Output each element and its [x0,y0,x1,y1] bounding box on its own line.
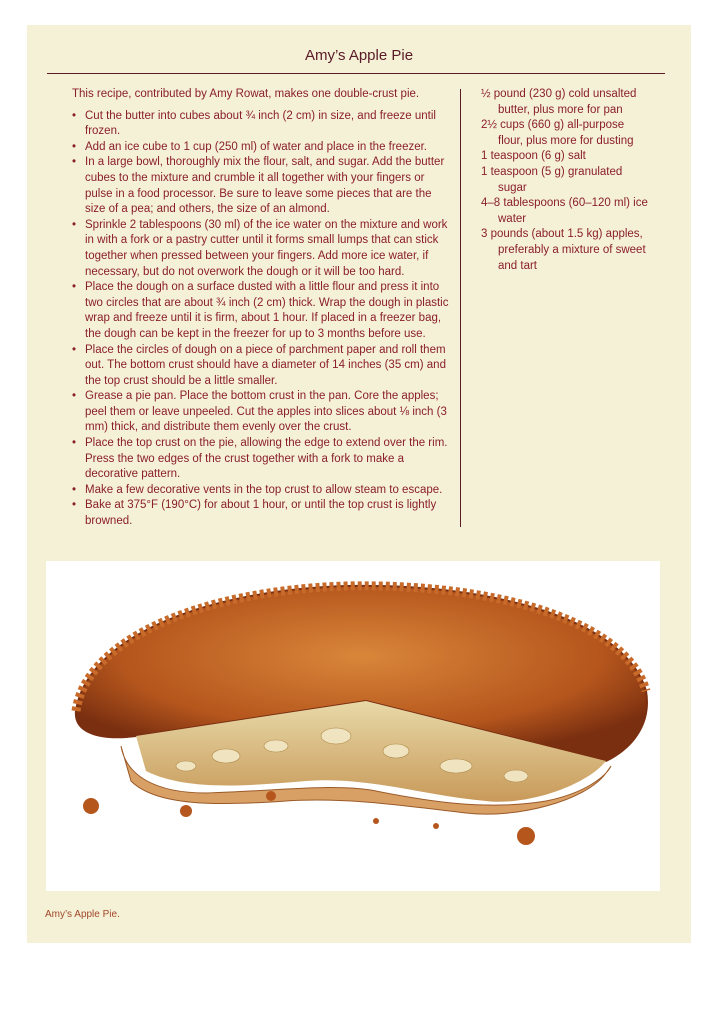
step-item: • Add an ice cube to 1 cup (250 ml) of water and place in the freezer. [72,140,450,156]
photo-caption: Amy’s Apple Pie. [45,909,120,920]
step-item: • Make a few decorative vents in the top crust to allow steam to escape. [72,483,450,499]
title-divider [47,73,665,74]
ingredient-item: 1 teaspoon (6 g) salt [481,150,586,163]
apple-pie-photo [46,561,660,891]
ingredient-item: ½ pound (230 g) cold unsalted butter, plus more for pan [481,88,637,116]
steps-list [72,109,450,530]
ingredient-item: 3 pounds (about 1.5 kg) apples, preferably a mixture of sweet and tart [481,228,646,272]
step-item: • Place the top crust on the pie, allowing the edge to extend over the rim. Press the two edges of the crust together with a fork to make a decorative pattern. [72,436,450,483]
step-item: • Sprinkle 2 tablespoons (30 ml) of the ice water on the mixture and work in with a fork or a pastry cutter until it forms small lumps that can stick together when pressed between your fingers. Add more ice water, if necessary, but do not overwork the dough or it will be too hard. [72,218,450,280]
pie-illustration [46,561,660,891]
page-title: Amy’s Apple Pie [304,47,414,64]
step-item: • Grease a pie pan. Place the bottom crust in the pan. Core the apples; peel them or leave unpeeled. Cut the apples into slices about ⅛ inch (3 mm) thick, and distribute them evenly over the crust. [72,389,450,436]
step-item: • Cut the butter into cubes about ¾ inch (2 cm) in size, and freeze until frozen. [72,109,450,140]
ingredient-item: 2½ cups (660 g) all-purpose flour, plus more for dusting [481,119,634,147]
ingredient-item: 1 teaspoon (5 g) granulated sugar [481,165,623,194]
ingredients-column [481,87,651,274]
step-item: • Bake at 375°F (190°C) for about 1 hour, or until the top crust is lightly browned. [72,498,450,529]
step-item: • Place the circles of dough on a piece of parchment paper and roll them out. The bottom crust should have a diameter of 14 inches (35 cm) and the top crust should be a little smaller. [72,343,450,390]
intro-text: This recipe, contributed by Amy Rowat, makes one double-crust pie. [72,88,420,100]
instructions-column [72,87,450,530]
recipe-panel [27,25,691,943]
column-divider [460,89,461,527]
ingredient-item: 4–8 tablespoons (60–120 ml) ice water [481,197,648,225]
step-item: • In a large bowl, thoroughly mix the flour, salt, and sugar. Add the butter cubes to the mixture and crumble it all together with your fingers or pulse in a food processor. Be sure to leave some pieces that are the size of a pea; and others, the size of an almond. [72,155,450,217]
step-item: • Place the dough on a surface dusted with a little flour and press it into two circles that are about ¾ inch (2 cm) thick. Wrap the dough in plastic wrap and freeze until it is firm, about 1 hour. If placed in a freezer bag, the dough can be kept in the freezer for up to 3 months before use. [72,280,450,342]
